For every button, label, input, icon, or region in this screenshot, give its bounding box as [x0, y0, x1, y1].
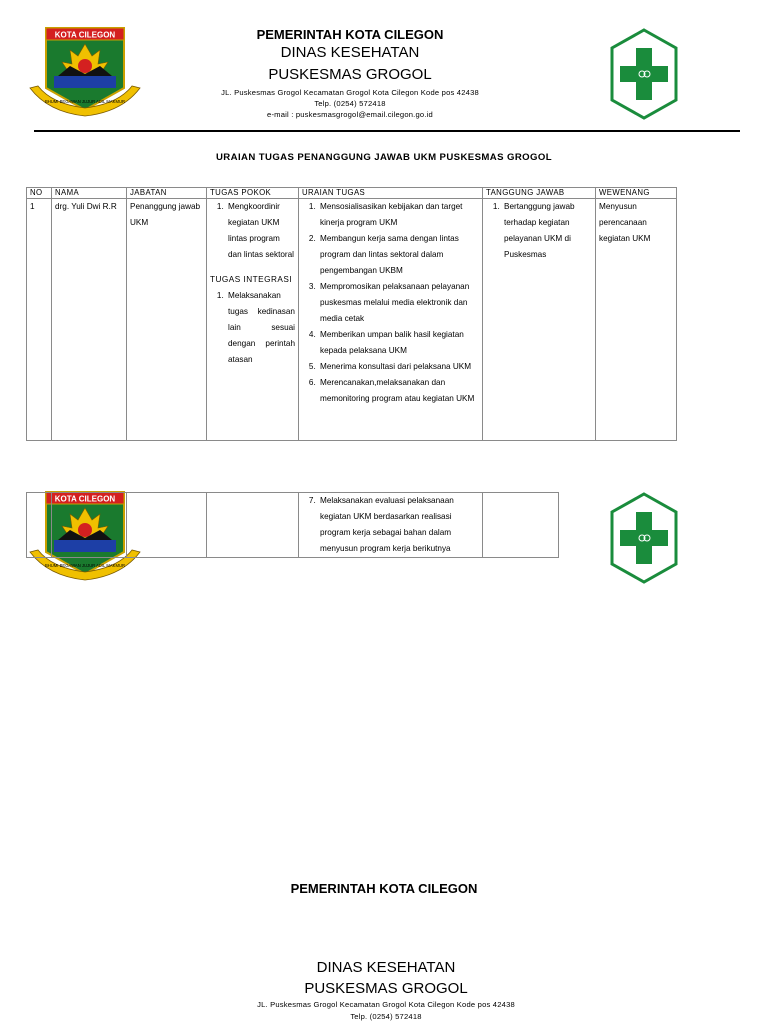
col-header-nama: NAMA [52, 188, 127, 199]
tugas-integrasi-label: TUGAS INTEGRASI [210, 275, 293, 284]
col-header-tugas-pokok: TUGAS POKOK [207, 188, 299, 199]
table-row [27, 199, 677, 441]
col-header-no: NO [27, 188, 52, 199]
footer-phone: Telp. (0254) 572418 [350, 1012, 422, 1021]
health-logo [610, 28, 678, 120]
col-header-uraian-tugas: URAIAN TUGAS [299, 188, 483, 199]
cell-no [27, 493, 52, 558]
health-logo-page2 [610, 492, 678, 584]
list-item: 5. Menerima konsultasi dari pelaksana UKM [318, 359, 479, 375]
green-cross-icon [610, 492, 678, 584]
list-item: 1. Bertanggung jawab terhadap kegiatan pelayanan UKM di Puskesmas [502, 199, 592, 263]
cell-jabatan [127, 493, 207, 558]
footer-puskesmas: PUSKESMAS GROGOL [304, 980, 468, 997]
header-department: DINAS KESEHATAN [280, 44, 420, 61]
cell-uraian-tugas [299, 199, 483, 441]
header-divider [34, 130, 740, 132]
cell-nama: drg. Yuli Dwi R.R [52, 199, 127, 441]
table-row [27, 493, 559, 558]
header-address: JL. Puskesmas Grogol Kecamatan Grogol Kota Cilegon Kode pos 42438 [221, 88, 479, 97]
svg-text:KOTA CILEGON: KOTA CILEGON [54, 30, 116, 40]
header-email: e-mail : puskesmasgrogol@email.cilegon.go.id [267, 110, 433, 119]
duty-table [26, 187, 677, 441]
col-header-tanggung-jawab: TANGGUNG JAWAB [483, 188, 596, 199]
header-government: PEMERINTAH KOTA CILEGON [256, 27, 444, 42]
footer-department: DINAS KESEHATAN [316, 959, 456, 976]
svg-text:KOTA CILEGON: KOTA CILEGON [54, 494, 116, 504]
svg-text:BHUMI BEGAWAN JUJUR ADIL MAKMU: BHUMI BEGAWAN JUJUR ADIL MAKMUR [44, 99, 126, 104]
list-item: 7. Melaksanakan evaluasi pelaksanaan kegiatan UKM berdasarkan realisasi program kerja sebagai bahan dalam menyusun program kerja berikutnya [318, 493, 479, 557]
cell-tanggung-jawab [483, 493, 559, 558]
cell-wewenang: Menyusun perencanaan kegiatan UKM [596, 199, 677, 441]
list-item: 1. Mengkoordinir kegiatan UKM lintas program dan lintas sektoral [226, 199, 295, 263]
duty-table-continuation [26, 492, 559, 558]
cell-nama [52, 493, 127, 558]
header-puskesmas: PUSKESMAS GROGOL [268, 66, 432, 83]
table-header-row [27, 188, 677, 199]
document-title: URAIAN TUGAS PENANGGUNG JAWAB UKM PUSKESMAS GROGOL [215, 152, 553, 163]
list-item: 4. Memberikan umpan balik hasil kegiatan kepada pelaksana UKM [318, 327, 479, 359]
list-item: 6. Merencanakan,melaksanakan dan memonitoring program atau kegiatan UKM [318, 375, 479, 407]
col-header-wewenang: WEWENANG [596, 188, 677, 199]
cell-uraian-tugas [299, 493, 483, 558]
list-item: 3. Mempromosikan pelaksanaan pelayanan puskesmas melalui media elektronik dan media cetak [318, 279, 479, 327]
green-cross-icon [610, 28, 678, 120]
footer-address: JL. Puskesmas Grogol Kecamatan Grogol Kota Cilegon Kode pos 42438 [257, 1000, 515, 1009]
cell-tugas-pokok [207, 199, 299, 441]
list-item: 1. Melaksanakan tugas kedinasan lain sesuai dengan perintah atasan [226, 288, 295, 368]
cell-jabatan: Penanggung jawab UKM [127, 199, 207, 441]
cell-tanggung-jawab [483, 199, 596, 441]
list-item: 2. Membangun kerja sama dengan lintas program dan lintas sektoral dalam pengembangan UKBM [318, 231, 479, 279]
svg-text:BHUMI BEGAWAN JUJUR ADIL MAKMU: BHUMI BEGAWAN JUJUR ADIL MAKMUR [44, 563, 126, 568]
list-item: 1. Mensosialisasikan kebijakan dan target kinerja program UKM [318, 199, 479, 231]
col-header-jabatan: JABATAN [127, 188, 207, 199]
cell-tugas-pokok [207, 493, 299, 558]
cell-no: 1 [27, 199, 52, 441]
footer-government: PEMERINTAH KOTA CILEGON [290, 881, 478, 896]
header-phone: Telp. (0254) 572418 [314, 99, 386, 108]
